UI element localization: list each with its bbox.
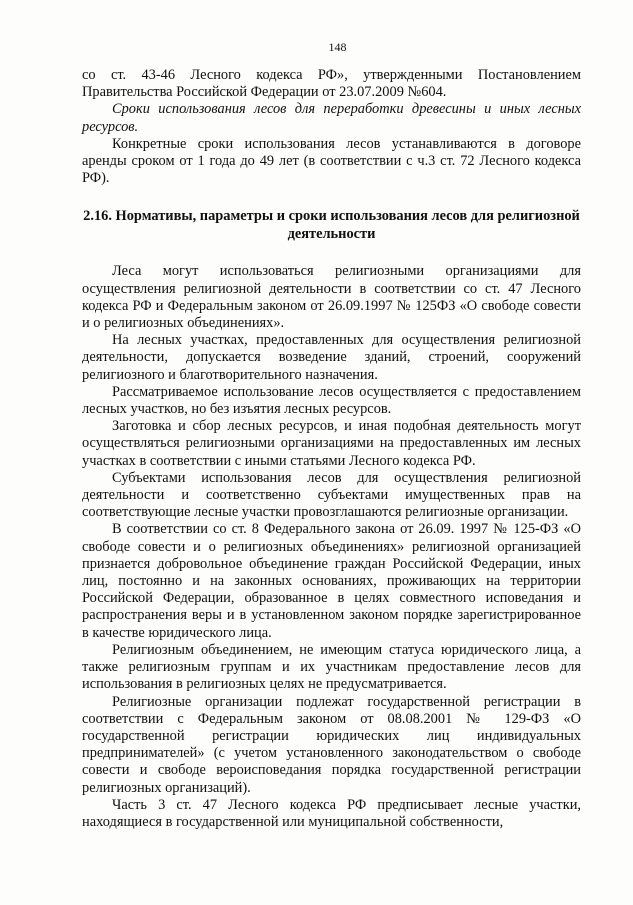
- section-heading: 2.16. Нормативы, параметры и сроки использования лесов для религиозной деятельности: [83, 208, 580, 242]
- page-number: 148: [328, 40, 347, 54]
- paragraph-5: Субъектами использования лесов для осуществления религиозной деятельности и соответственно субъектами имущественных прав на соответствующие лесные участки провозглашаются религиозные организации.: [82, 469, 581, 521]
- paragraph-4: Заготовка и сбор лесных ресурсов, и иная подобная деятельность могут осуществляться религиозными организациями на предоставленных им лесных участках в соответствии с иными статьями Лесного кодекса РФ.: [82, 418, 581, 469]
- paragraph-3: Рассматриваемое использование лесов осуществляется с предоставлением лесных участков, но без изъятия лесных ресурсов.: [82, 383, 581, 418]
- paragraph-7: Религиозным объединением, не имеющим статуса юридического лица, а также религиозным группам и их участникам предоставление лесов для использования в религиозных целях не предусматривается.: [82, 641, 581, 693]
- paragraph-6: В соответствии со ст. 8 Федерального закона от 26.09. 1997 № 125-ФЗ «О свободе совести и о религиозных объединениях» религиозной организацией признается добровольное объединение граждан Российской Федерации, иных лиц, постоянно и на законных основаниях, проживающих на территории Российской Федерации, образованное в целях совместного исповедания и распространения веры и в установленном законом порядке зарегистрированное в качестве юридического лица.: [82, 521, 581, 641]
- paragraph-1: Леса могут использоваться религиозными организациями для осуществления религиозной деятельности в соответствии со ст. 47 Лесного кодекса РФ и Федеральным законом от 26.09.1997 № 125ФЗ «О свободе совести и о религиозных объединениях».: [82, 263, 581, 332]
- paragraph-italic-subtitle: Сроки использования лесов для переработки древесины и иных лесных ресурсов.: [82, 101, 581, 135]
- paragraph-8: Религиозные организации подлежат государственной регистрации в соответствии с Федеральным законом от 08.08.2001 № 129-ФЗ «О государственной регистрации юридических лиц индивидуальных предпринимателей» (с учетом установленного законодательством о свободе совести и свободе вероисповедания порядка государственной регистрации религиозных организаций).: [82, 693, 581, 796]
- paragraph-lease-terms: Конкретные сроки использования лесов устанавливаются в договоре аренды сроком от 1 года до 49 лет (в соответствии с ч.3 ст. 72 Лесного кодекса РФ).: [82, 135, 581, 187]
- paragraph-continuation: со ст. 43-46 Лесного кодекса РФ», утвержденными Постановлением Правительства Российской Федерации от 23.07.2009 №604.: [82, 67, 581, 101]
- paragraph-2: На лесных участках, предоставленных для осуществления религиозной деятельности, допускается возведение зданий, строений, сооружений религиозного и благотворительного назначения.: [82, 332, 581, 383]
- paragraph-9: Часть 3 ст. 47 Лесного кодекса РФ предписывает лесные участки, находящиеся в государственной или муниципальной собственности,: [82, 796, 581, 830]
